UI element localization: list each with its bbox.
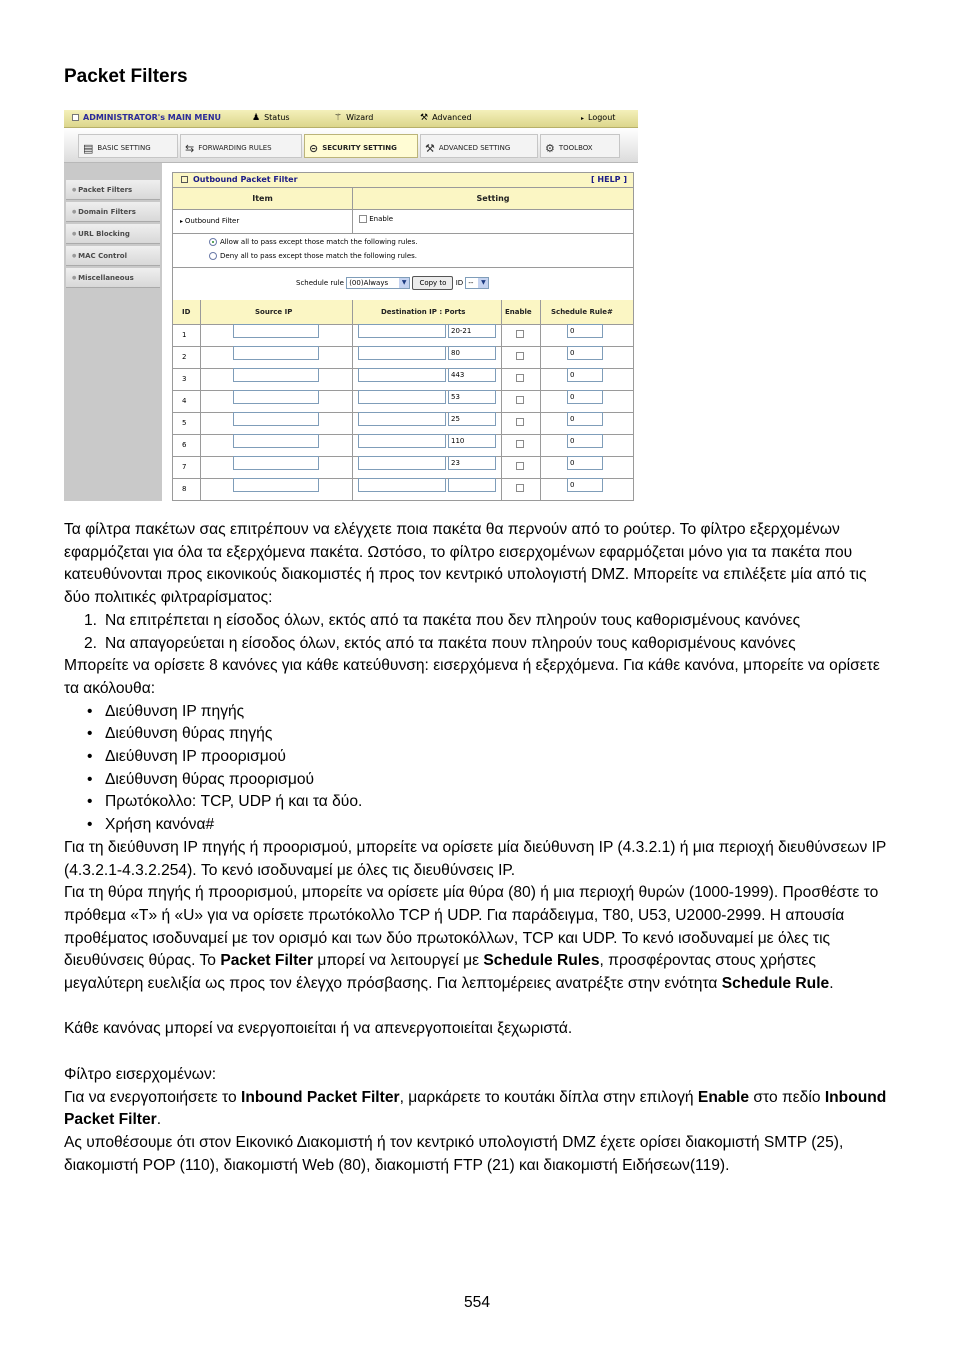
- source-ip-input[interactable]: [233, 324, 319, 338]
- column-divider: [540, 300, 541, 501]
- destination-port-input[interactable]: 110: [448, 434, 496, 448]
- square-icon: [72, 114, 79, 121]
- status-menu-link[interactable]: ♟ Status: [252, 113, 290, 123]
- paragraph-gap: [64, 996, 894, 1019]
- schedule-controls: [296, 276, 489, 290]
- rule-id: 3: [182, 375, 187, 383]
- tools-icon: ⚒: [425, 142, 435, 155]
- destination-port-input[interactable]: 20-21: [448, 324, 496, 338]
- lock-icon: ⊝: [309, 142, 319, 155]
- destination-port-input[interactable]: 25: [448, 412, 496, 426]
- destination-column-header: Destination IP : Ports: [381, 308, 466, 316]
- list-item: • Διεύθυνση θύρας προορισμού: [64, 769, 894, 792]
- destination-ip-input[interactable]: [358, 412, 446, 426]
- allow-policy-radio[interactable]: [209, 238, 217, 246]
- settings-tab-bar: [64, 128, 638, 163]
- main-menu-bar: [64, 110, 638, 128]
- filter-policy-row: [173, 233, 633, 268]
- outbound-enable-checkbox[interactable]: [359, 215, 367, 223]
- schedule-rule-input[interactable]: 0: [567, 456, 603, 470]
- rule-enable-checkbox[interactable]: [516, 462, 524, 470]
- inbound-enable-paragraph: Για να ενεργοποιήσετε το Inbound Packet Filter, μαρκάρετε το κουτάκι δίπλα στην επιλογή Enable στο πεδίο Inbound Packet Filter.: [64, 1088, 887, 1129]
- table-row: [173, 346, 633, 369]
- port-paragraph: Για τη θύρα πηγής ή προορισμού, μπορείτε να ορίσετε μία θύρα (80) ή μια περιοχή θυρών (1000-1999). Προσθέστε το πρόθεμα «T» ή «U» για να ορίσετε πρωτόκολλο TCP ή UDP. Για παράδειγμα, T80, U53, U2000-2999. Η απουσία προθέματος ισοδυναμεί με τον ορισμό και των δύο πρωτοκόλλων, TCP και UDP. Το κενό ισοδυναμεί με όλες τις διευθύνσεις θύρας. Το Packet Filter μπορεί να λειτουργεί με Schedule Rules, προσφέροντας στους χρήστες μεγαλύτερη ευελιξία ως προς τον έλεγχο πρόσβασης. Για λεπτομέρειες ανατρέξτε στην ενότητα Schedule Rule.: [64, 884, 879, 993]
- table-row: [173, 478, 633, 501]
- table-row: [173, 324, 633, 347]
- column-divider: [501, 300, 502, 501]
- schedule-rule-input[interactable]: 0: [567, 478, 603, 492]
- rule-id: 6: [182, 441, 187, 449]
- sidebar-item-url-blocking[interactable]: ● URL Blocking: [66, 224, 160, 244]
- list-item: • Διεύθυνση IP πηγής: [64, 701, 894, 724]
- toolbox-icon: ⚙: [545, 142, 555, 155]
- destination-ip-input[interactable]: [358, 390, 446, 404]
- router-screenshot: [64, 110, 638, 501]
- tools-icon: ⚒: [420, 113, 429, 123]
- example-paragraph: Ας υποθέσουμε ότι στον Εικονικό Διακομιστή ή τον κεντρικό υπολογιστή DMZ έχετε ορίσει διακομιστή SMTP (25), διακομιστή POP (110), διακομιστή Web (80), διακομιστή FTP (21) και διακομιστή Ειδήσεων(119).: [64, 1133, 844, 1174]
- rule-enable-checkbox[interactable]: [516, 396, 524, 404]
- sidebar-item-miscellaneous[interactable]: ● Miscellaneous: [66, 268, 160, 288]
- page-heading: Packet Filters: [64, 66, 188, 87]
- tab-forwarding-rules[interactable]: ⇆ FORWARDING RULES: [180, 134, 302, 158]
- body-text: [64, 519, 894, 1177]
- page-number: 554: [463, 1294, 491, 1311]
- inbound-heading: Φίλτρο εισερχομένων:: [64, 1065, 217, 1083]
- paragraph-gap: [64, 1041, 894, 1064]
- rule-id: 4: [182, 397, 187, 405]
- enable-paragraph: Κάθε κανόνας μπορεί να ενεργοποιείται ή να απενεργοποιείται ξεχωριστά.: [64, 1020, 573, 1038]
- destination-ip-input[interactable]: [358, 478, 446, 492]
- schedule-rule-label: Schedule rule: [296, 279, 344, 287]
- outbound-filter-row: [173, 210, 633, 234]
- list-item: • Χρήση κανόνα#: [64, 814, 894, 837]
- list-item: 2. Να απαγορεύεται η είσοδος όλων, εκτός από τα πακέτα πουν πληρούν τους καθορισμένους κανόνες: [64, 633, 894, 656]
- rule-enable-checkbox[interactable]: [516, 440, 524, 448]
- ip-paragraph: Για τη διεύθυνση IP πηγής ή προορισμού, μπορείτε να ορίσετε μία διεύθυνση IP (4.3.2.1) ή μια περιοχή διευθύνσεων IP (4.3.2.1-4.3.2.254). Το κενό ισοδυναμεί με όλες τις διευθύνσεις IP.: [64, 838, 887, 879]
- rule-id: 2: [182, 353, 187, 361]
- sidebar-item-packet-filters[interactable]: ● Packet Filters: [66, 180, 160, 200]
- rule-id: 5: [182, 419, 187, 427]
- schedule-row: [173, 267, 633, 301]
- tab-toolbox[interactable]: ⚙ TOOLBOX: [540, 134, 620, 158]
- rules-paragraph: Μπορείτε να ορίσετε 8 κανόνες για κάθε κατεύθυνση: εισερχόμενα ή εξερχόμενα. Για κάθε κανόνα, μπορείτε να ορίσετε τα ακόλουθα:: [64, 657, 880, 697]
- logout-menu-link[interactable]: ▸ Logout: [581, 113, 616, 122]
- arrow-right-icon: ▸: [581, 115, 585, 122]
- outbound-filter-panel: [172, 172, 634, 501]
- item-column-header: Item: [173, 188, 352, 210]
- copy-to-button[interactable]: Copy to: [412, 276, 453, 290]
- rule-enable-checkbox[interactable]: [516, 330, 524, 338]
- destination-ip-input[interactable]: [358, 324, 446, 338]
- chevron-down-icon: ▼: [478, 278, 488, 288]
- destination-port-input[interactable]: 443: [448, 368, 496, 382]
- help-link[interactable]: [ HELP ]: [590, 175, 627, 184]
- rule-enable-checkbox[interactable]: [516, 484, 524, 492]
- intro-paragraph: Τα φίλτρα πακέτων σας επιτρέπουν να ελέγχετε ποια πακέτα θα περνούν από το ρούτερ. Το φίλτρο εξερχομένων εφαρμόζεται για όλα τα εξερχόμενα πακέτα. Ωστόσο, το φίλτρο εισερχομένων εφαρμόζεται μόνο για τα πακέτα που κατευθύνονται προς εικονικούς διακομιστές ή προς τον κεντρικό υπολογιστή DMZ. Μπορείτε να επιλέξετε μία από τις δύο πολιτικές φιλτραρίσματος:: [64, 521, 867, 607]
- chevron-down-icon: ▼: [399, 278, 409, 288]
- destination-ip-input[interactable]: [358, 456, 446, 470]
- allow-policy-option[interactable]: Allow all to pass except those match the following rules.: [209, 238, 417, 246]
- admin-main-menu-link[interactable]: ADMINISTRATOR's MAIN MENU: [72, 113, 221, 122]
- deny-policy-option[interactable]: Deny all to pass except those match the following rules.: [209, 252, 417, 260]
- panel-title-bar: [173, 172, 633, 188]
- source-ip-column-header: Source IP: [255, 308, 293, 316]
- destination-port-input[interactable]: [448, 478, 496, 492]
- schedule-rule-input[interactable]: 0: [567, 346, 603, 360]
- schedule-column-header: Schedule Rule#: [551, 308, 613, 316]
- table-row: [173, 390, 633, 413]
- destination-port-input[interactable]: 80: [448, 346, 496, 360]
- source-ip-input[interactable]: [233, 390, 319, 404]
- column-divider: [352, 300, 353, 501]
- destination-ip-input[interactable]: [358, 434, 446, 448]
- rule-enable-checkbox[interactable]: [516, 352, 524, 360]
- document-icon: ▤: [83, 142, 94, 155]
- source-ip-input[interactable]: [233, 368, 319, 382]
- table-row: [173, 368, 633, 391]
- wizard-menu-link[interactable]: ⚚ Wizard: [334, 113, 374, 123]
- outbound-filter-label: ▸ Outbound Filter: [180, 217, 240, 225]
- wand-icon: ⚚: [334, 113, 343, 123]
- source-ip-input[interactable]: [233, 478, 319, 492]
- source-ip-input[interactable]: [233, 456, 319, 470]
- enable-column-header: Enable: [505, 308, 532, 316]
- rule-enable-checkbox[interactable]: [516, 374, 524, 382]
- setting-column-header: Setting: [353, 188, 633, 210]
- schedule-rule-input[interactable]: 0: [567, 412, 603, 426]
- sidebar-item-domain-filters[interactable]: ● Domain Filters: [66, 202, 160, 222]
- schedule-rule-input[interactable]: 0: [567, 434, 603, 448]
- policy-list: [64, 610, 894, 655]
- rule-id: 7: [182, 463, 187, 471]
- deny-policy-radio[interactable]: [209, 252, 217, 260]
- tab-security-setting[interactable]: ⊝ SECURITY SETTING: [304, 134, 418, 158]
- table-row: [173, 412, 633, 435]
- column-divider: [200, 300, 201, 501]
- forward-icon: ⇆: [185, 142, 195, 155]
- id-label: ID: [455, 279, 464, 287]
- schedule-rule-input[interactable]: 0: [567, 368, 603, 382]
- id-column-header: ID: [182, 308, 191, 316]
- tab-advanced-setting[interactable]: ⚒ ADVANCED SETTING: [420, 134, 538, 158]
- panel-title: Outbound Packet Filter: [181, 175, 298, 184]
- source-ip-input[interactable]: [233, 346, 319, 360]
- list-item: • Πρωτόκολλο: TCP, UDP ή και τα δύο.: [64, 791, 894, 814]
- outbound-enable-control: Enable: [359, 215, 393, 223]
- rule-fields-list: [64, 701, 894, 837]
- tab-basic-setting[interactable]: ▤ BASIC SETTING: [78, 134, 178, 158]
- sidebar-item-mac-control[interactable]: ● MAC Control: [66, 246, 160, 266]
- rule-enable-checkbox[interactable]: [516, 418, 524, 426]
- list-item: 1. Να επιτρέπεται η είσοδος όλων, εκτός από τα πακέτα που δεν πληρούν τους καθορισμένους κανόνες: [64, 610, 894, 633]
- arrow-right-icon: ▸: [180, 218, 185, 225]
- table-row: [173, 456, 633, 479]
- rules-table-header: [173, 300, 633, 325]
- rule-id: 1: [182, 331, 187, 339]
- destination-ip-input[interactable]: [358, 368, 446, 382]
- square-icon: [181, 176, 188, 183]
- destination-ip-input[interactable]: [358, 346, 446, 360]
- destination-port-input[interactable]: 53: [448, 390, 496, 404]
- list-item: • Διεύθυνση IP προορισμού: [64, 746, 894, 769]
- advanced-menu-link[interactable]: ⚒ Advanced: [420, 113, 472, 123]
- destination-port-input[interactable]: 23: [448, 456, 496, 470]
- source-ip-input[interactable]: [233, 434, 319, 448]
- table-row: [173, 434, 633, 457]
- schedule-rule-input[interactable]: 0: [567, 390, 603, 404]
- copy-id-select[interactable]: -- ▼: [465, 277, 489, 289]
- person-icon: ♟: [252, 113, 261, 123]
- rule-id: 8: [182, 485, 187, 493]
- source-ip-input[interactable]: [233, 412, 319, 426]
- security-sidebar: [64, 163, 162, 501]
- schedule-rule-select[interactable]: (00)Always ▼: [346, 277, 410, 289]
- list-item: • Διεύθυνση θύρας πηγής: [64, 723, 894, 746]
- schedule-rule-input[interactable]: 0: [567, 324, 603, 338]
